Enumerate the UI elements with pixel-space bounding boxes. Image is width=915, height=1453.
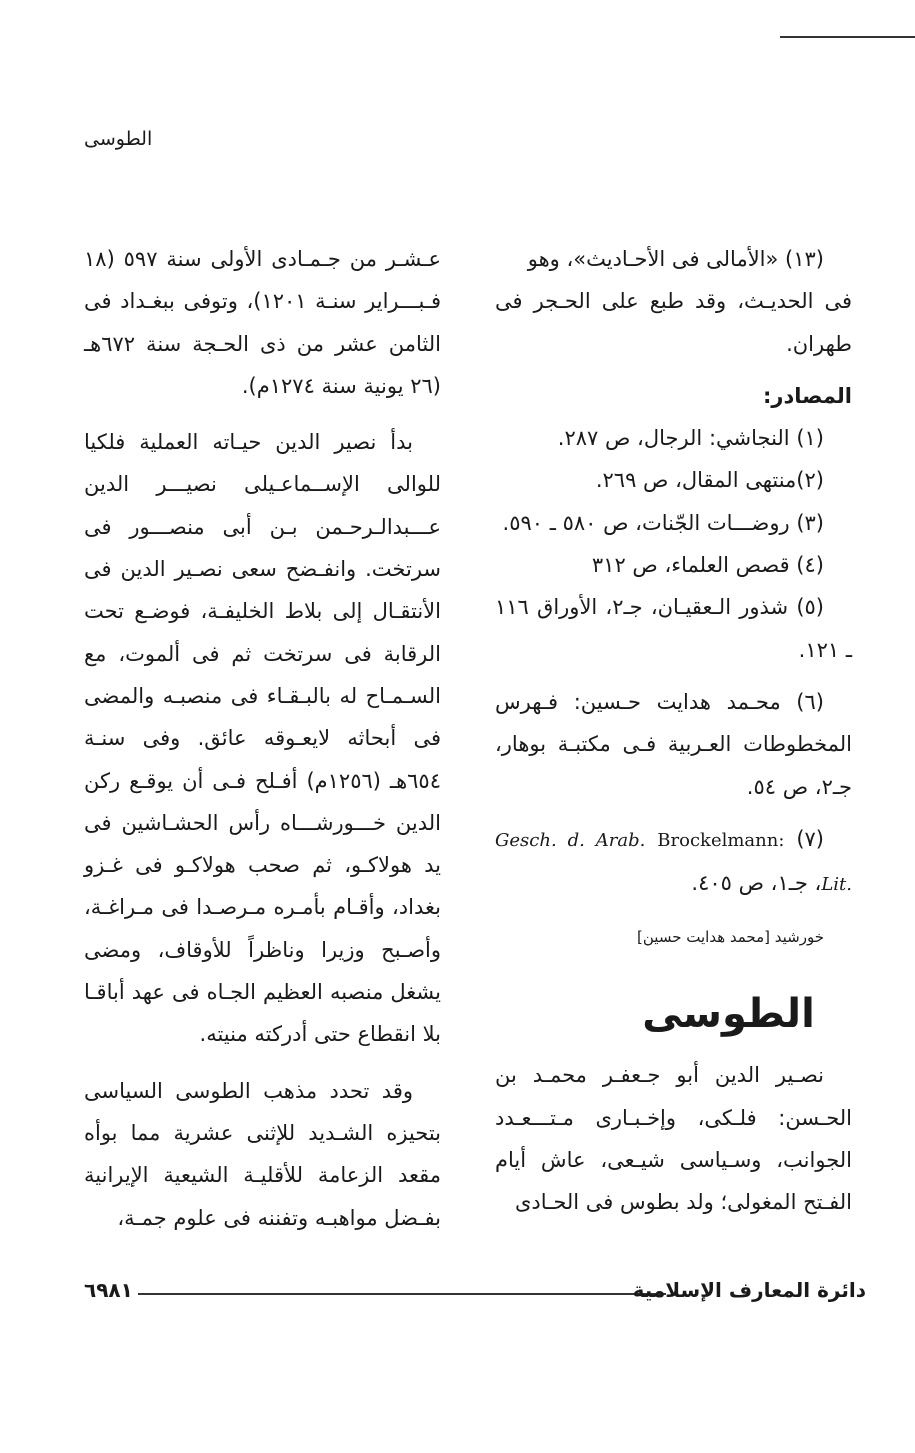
- source-item-7: [495, 818, 852, 907]
- body-paragraph: عـشـر من جـمـادى الأولى سنة ٥٩٧ (١٨ فـبـــراير سنـة ١٢٠١)، وتوفى ببغـداد فى الثامن عشر من ذى الحـجة سنة ٦٧٢هـ (٢٦ يونية سنة ١٢٧٤م).: [84, 247, 441, 398]
- body-paragraph: وقد تحدد مذهب الطوسى السياسى بتحيزه الشـديد للإثنى عشرية مما بوأه مقعد الزعامة للأقليـة الشيعية الإيرانية بفـضل مواهبـه وتفننه فى علوم جمـة،: [84, 1078, 441, 1230]
- footer-rule: [138, 1293, 666, 1295]
- body-paragraph: بدأ نصير الدين حيـاته العملية فلكيا للوالى الإســماعـيلى نصيـــر الدين عـــبدالـرحـمن بـن أبى منصـــور فى سرتخت. وانفـضح سعى نصـير الدين فى الأنتقـال إلى بلاط الخليفـة، فوضـع تحت الرقابة فى سرتخت ثم فى ألموت، مع السـمـاح له بالبـقـاء فى منصبـه والمضى فى أبحاثه لايعـوقه عائق. وفى سنـة ٦٥٤هـ (١٢٥٦م) أفـلح فـى أن يوقـع ركن الدين خـــورشـــاه رأس الحشـاشين فى يد هولاكـو، ثم صحب هولاكـو فى غـزو بغداد، وأقـام بأمـره مـرصـدا فى مـراغـة، وأصـبح وزيرا وناظراً للأوقاف، ومضى يشغل منصبه العظيم الجـاه فى عهد أباقـا بلا انقطاع حتى أدركته منيته.: [84, 430, 441, 1047]
- page-number: ٦٩٨١: [84, 1278, 133, 1302]
- right-column: [495, 238, 852, 1224]
- top-rule: [780, 36, 915, 38]
- left-column: [84, 238, 441, 1239]
- running-head: الطوسى: [84, 128, 153, 150]
- source-7-suffix: ، جـ١، ص ٤٠٥.: [691, 871, 822, 896]
- article-title: الطوسى: [642, 991, 815, 1038]
- source-item: (٦) محـمد هدايت حـسين: فـهرس المخطوطات العـربية فـى مكتبـة بوهار، جـ٢، ص ٥٤.: [495, 689, 852, 799]
- sources-heading: المصادر:: [762, 383, 852, 408]
- source-7-title: Gesch. d. Arab. Lit.: [495, 829, 852, 896]
- source-item: (١) النجاشي: الرجال، ص ٢٨٧.: [557, 426, 824, 451]
- source-7-author: Brockelmann:: [657, 829, 785, 851]
- page-footer: [84, 1278, 866, 1308]
- article-intro: نصـير الدين أبو جـعفـر محمـد بن الحـسن: فلـكى، وإخـبـارى مـتـــعـدد الجوانب، وسـياسى شيـعى، عاش أيام الفـتح المغولى؛ ولد بطوس فى الحـادى: [495, 1063, 852, 1215]
- author-signature: خورشيد [محمد هدايت حسين]: [637, 928, 824, 947]
- source-7-number: (٧): [796, 826, 824, 851]
- item-13-first-line: (١٣) «الأمالى فى الأحـاديث»، وهو: [527, 247, 824, 271]
- item-13-rest: فى الحديـث، وقد طبع على الحـجر فى طهران.: [495, 289, 852, 356]
- footer-title: دائرة المعارف الإسلامية: [632, 1278, 866, 1302]
- source-item: (٢)منتهى المقال، ص ٢٦٩.: [595, 468, 824, 493]
- source-item: (٣) روضـــات الجّنات، ص ٥٨٠ ـ ٥٩٠.: [502, 510, 824, 535]
- source-item: (٤) قصص العلماء، ص ٣١٢: [591, 553, 824, 578]
- source-item: (٥) شذور الـعقيـان، جـ٢، الأوراق ١١٦ ـ ١٢١.: [495, 595, 852, 662]
